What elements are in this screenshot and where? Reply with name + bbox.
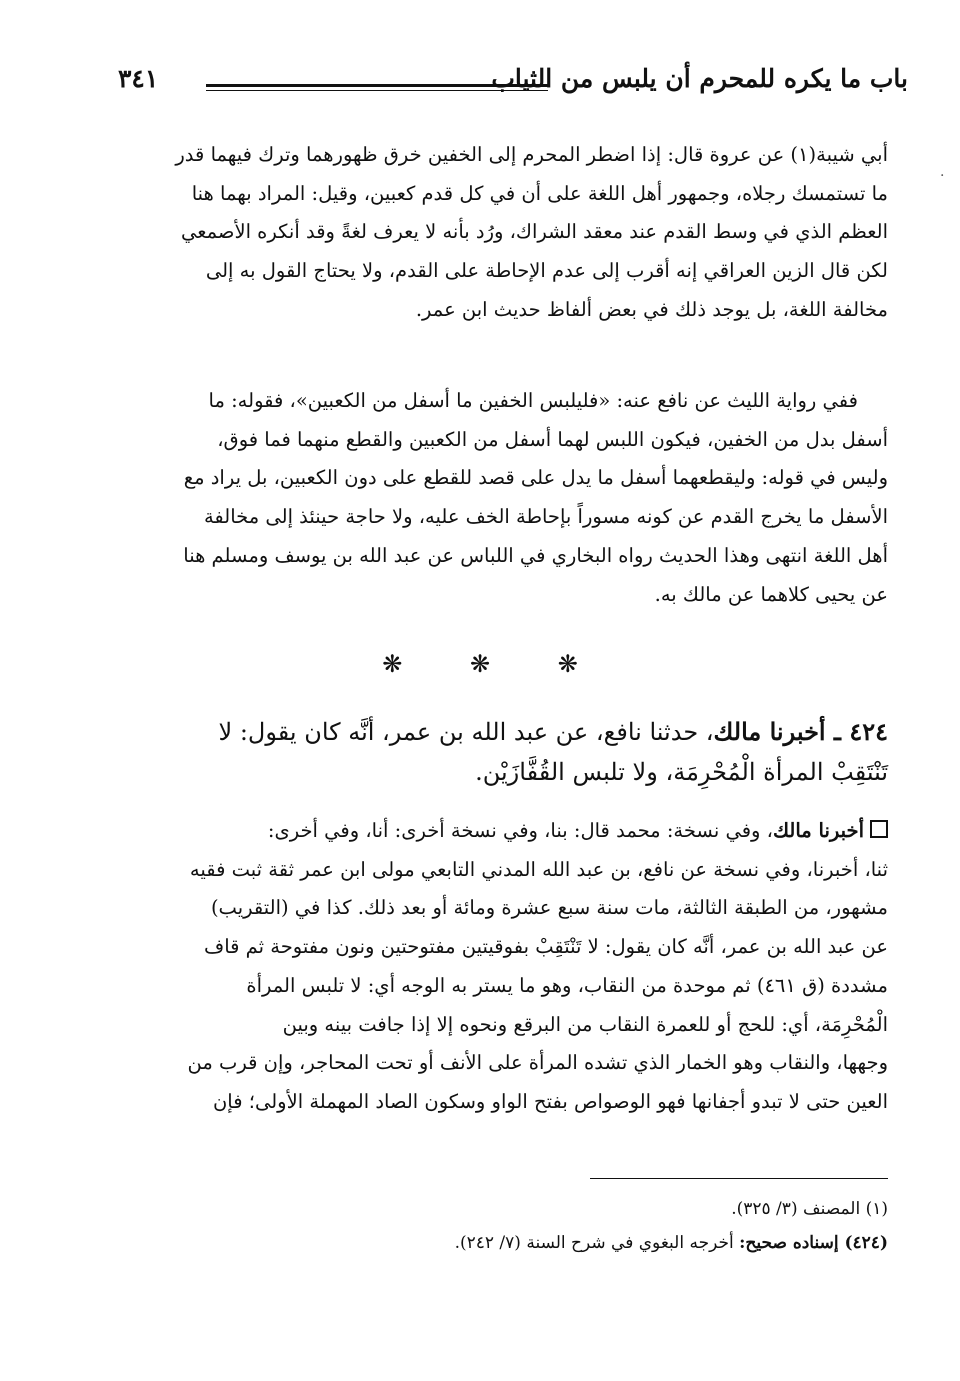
page-header: [118, 62, 908, 112]
page-number: ٣٤١: [118, 64, 159, 93]
commentary-line: عن عبد الله بن عمر، أنَّه كان يقول: لا تَنْتَقِبْ بفوقيتين مفتوحتين ونون مفتوحة ثم قاف: [203, 935, 888, 959]
commentary-line: مشددة (ق ٤٦١) ثم موحدة من النقاب، وهو ما يستر به الوجه أي: لا تلبس المرأة: [246, 973, 888, 997]
commentary-block: [115, 812, 888, 1122]
asterism-icon: ❋: [557, 650, 578, 678]
commentary-line: مشهور، من الطبقة الثالثة، مات سنة سبع عشرة ومائة أو بعد ذلك. كذا في (التقريب): [210, 896, 888, 920]
text-line: ففي رواية الليث عن نافع عنه: «فليلبس الخفين ما أسفل من الكعبين»، فقوله: ما: [208, 389, 858, 412]
text-line: أسفل بدل من الخفين، فيكون اللبس لهما أسفل من الكعبين والقطع منهما فما فوق،: [217, 427, 888, 451]
footnotes: [115, 1192, 888, 1260]
text-line: لكن قال الزين العراقي إنه أقرب إلى عدم الإحاطة على القدم، ولا يحتاج القول به إلى: [205, 259, 888, 283]
commentary-line: العين حتى لا تبدو أجفانها فهو الوصواص بفتح الواو وسكون الصاد المهملة الأولى؛ فإن: [212, 1089, 888, 1113]
text-line: ما تستمسك رجلاه، وجمهور أهل اللغة على أن في كل قدم كعبين، وقيل: المراد بهما هنا: [191, 181, 888, 205]
hadith-line-rest: ، حدثنا نافع، عن عبد الله بن عمر، أنَّه كان يقول: لا: [218, 718, 714, 746]
text-line: عن يحيى كلاهما عن مالك به.: [654, 582, 888, 606]
footnote-1: (١) المصنف (٣/ ٣٢٥).: [731, 1199, 888, 1219]
footnote-424: [115, 1226, 888, 1260]
text-line: وليس في قوله: وليقطعهما أسفل ما يدل على قصد للقطع على دون الكعبين، بل يراد مع: [183, 466, 888, 490]
footnote-rule: [590, 1178, 888, 1179]
asterism-icon: ❋: [382, 650, 403, 678]
footnote-424-rest: أخرجه البغوي في شرح السنة (٧/ ٢٤٢).: [454, 1233, 740, 1253]
text-line: أبي شيبة(١) عن عروة قال: إذا اضطر المحرم إلى الخفين خرق ظهورهما وترك فيهما قدر: [175, 143, 888, 166]
hadith-text: [115, 712, 888, 792]
asterism-icon: ❋: [469, 650, 491, 678]
header-rule: [206, 84, 548, 91]
margin-mark: ·: [940, 168, 945, 184]
text-block-b: [115, 382, 888, 614]
commentary-line: ثنا، أخبرنا، وفي نسخة عن نافع، بن عبد الله المدني التابعي مولى ابن عمر ثقة ثبت فقيه: [189, 857, 888, 881]
commentary-line: الْمُحْرِمَة، أي: للحج أو للعمرة النقاب من البرقع ونحوه إلا إذا جافت بينه وبين: [282, 1012, 888, 1036]
square-box-icon: [870, 820, 888, 838]
footnote-424-lead: (٤٢٤) إسناده صحيح:: [739, 1233, 888, 1253]
commentary-line: [115, 812, 888, 851]
running-title: باب ما يكره للمحرم أن يلبس من الثياب: [491, 64, 908, 93]
commentary-lead: أخبرنا مالك: [772, 819, 864, 842]
text-line: أهل اللغة انتهى وهذا الحديث رواه البخاري في اللباس عن عبد الله بن يوسف ومسلم هنا: [183, 543, 888, 567]
hadith-number: ٤٢٤ ـ أخبرنا مالك: [713, 717, 888, 746]
text-line: مخالفة اللغة، بل يوجد ذلك في بعض ألفاظ حديث ابن عمر.: [415, 297, 888, 321]
text-block-a: [115, 136, 888, 330]
section-separator: [0, 650, 960, 678]
text-line: العظم الذي في وسط القدم عند معقد الشراك، ورُد بأنه لا يعرف لغةً وقد أنكره الأصمعي: [180, 220, 888, 244]
text-line: الأسفل ما يخرج القدم عن كونه مسوراً بإحاطة الخف عليه، ولا حاجة حينئذ إلى مخالفة: [203, 505, 888, 529]
commentary-line-rest: ، وفي نسخة: محمد قال: بنا، وفي نسخة أخرى: أنا، وفي أخرى:: [267, 819, 773, 842]
hadith-line: [115, 712, 888, 752]
commentary-line: وجهها، والنقاب وهو الخمار الذي تشده المرأة على الأنف أو تحت المحاجر، وإن قرب من: [187, 1051, 888, 1075]
hadith-line: تَنْتَقِبْ المرأة الْمُحْرِمَة، ولا تلبس القُفَّازَيْن.: [475, 758, 888, 786]
